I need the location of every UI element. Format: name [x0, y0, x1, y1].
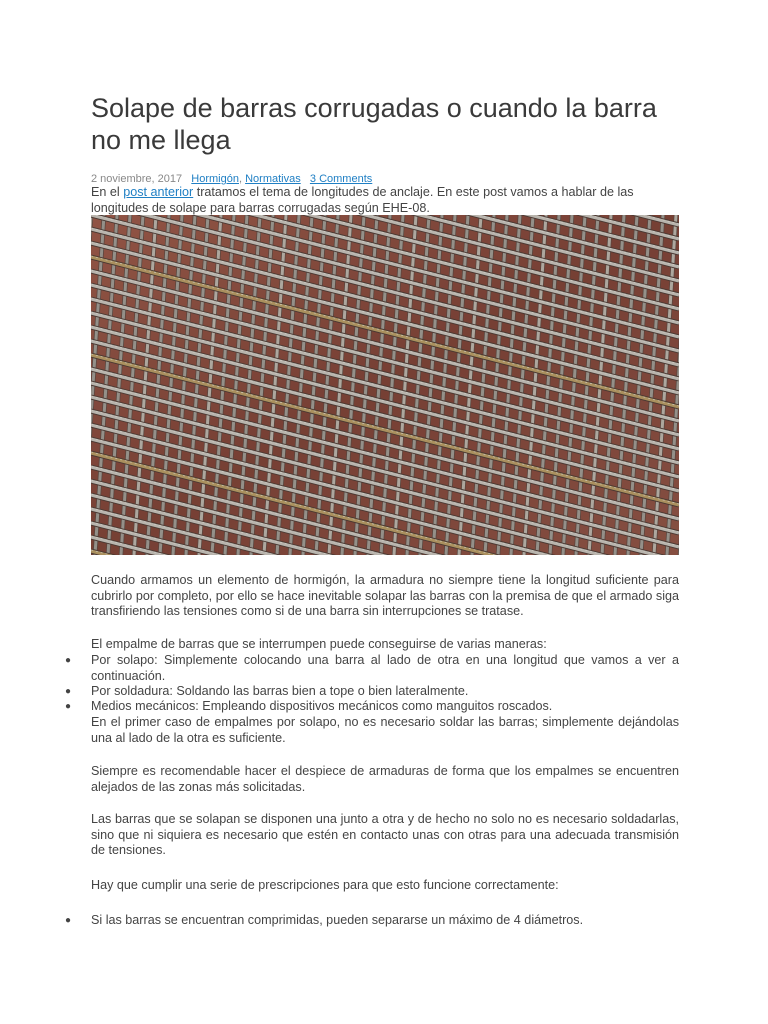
previous-post-link[interactable]: post anterior [123, 185, 194, 199]
paragraph-intro-armado: Cuando armamos un elemento de hormigón, la armadura no siempre tiene la longitud suficiente para cubrirlo por completo, por ello se hace inevitable solapar las barras con la premisa de que el armado siga transfiriendo las tensiones como si de una barra sin interrupciones se tratase. [91, 573, 679, 619]
list-item-mecanicos: Medios mecánicos: Empleando dispositivos mecánicos como manguitos roscados. [91, 699, 553, 713]
paragraph-solape-contacto: Las barras que se solapan se disponen una junto a otra y de hecho no solo no es necesario soldadarlas, sino que ni siquiera es necesario que estén en contacto unas con otras para una adecuada transmisión de tensiones. [91, 812, 679, 858]
list-item-comprimidas: Si las barras se encuentran comprimidas, pueden separarse un máximo de 4 diámetros. [91, 913, 584, 927]
post-meta [91, 172, 372, 186]
category-link-hormigon[interactable]: Hormigón [191, 173, 239, 185]
paragraph-despiece: Siempre es recomendable hacer el despiece de armaduras de forma que los empalmes se encuentren alejados de las zonas más solicitadas. [91, 764, 679, 794]
rebar-mesh-illustration [91, 215, 679, 555]
bullet-icon: ● [65, 655, 72, 666]
comments-link[interactable]: 3 Comments [309, 173, 373, 185]
bullet-icon: ● [65, 701, 72, 712]
intro-paragraph [91, 185, 681, 216]
category-separator: , [238, 173, 243, 185]
paragraph-empalme: El empalme de barras que se interrumpen puede conseguirse de varias maneras: [91, 637, 547, 651]
paragraph-primer-caso: En el primer caso de empalmes por solapo, no es necesario soldar las barras; simplemente dejándolas una al lado de la otra es suficiente. [91, 715, 679, 745]
post-date: 2 noviembre, 2017 [91, 173, 183, 185]
intro-prefix: En el [91, 185, 120, 199]
intro-suffix: tratamos el tema de longitudes de anclaje. En este post vamos a hablar de las longitudes de solape para barras corrugadas según EHE-08. [91, 185, 634, 215]
list-item-soldadura: Por soldadura: Soldando las barras bien a tope o bien lateralmente. [91, 684, 469, 698]
paragraph-prescripciones: Hay que cumplir una serie de prescripciones para que esto funcione correctamente: [91, 878, 559, 892]
article-title: Solape de barras corrugadas o cuando la barra no me llega [91, 93, 657, 155]
list-item-solapo: Por solapo: Simplemente colocando una barra al lado de otra en una longitud que vamos a ver a continuación. [91, 653, 679, 683]
category-link-normativas[interactable]: Normativas [245, 173, 301, 185]
rebar-mesh-photo [91, 215, 679, 555]
bullet-icon: ● [65, 686, 72, 697]
bullet-icon: ● [65, 915, 72, 926]
